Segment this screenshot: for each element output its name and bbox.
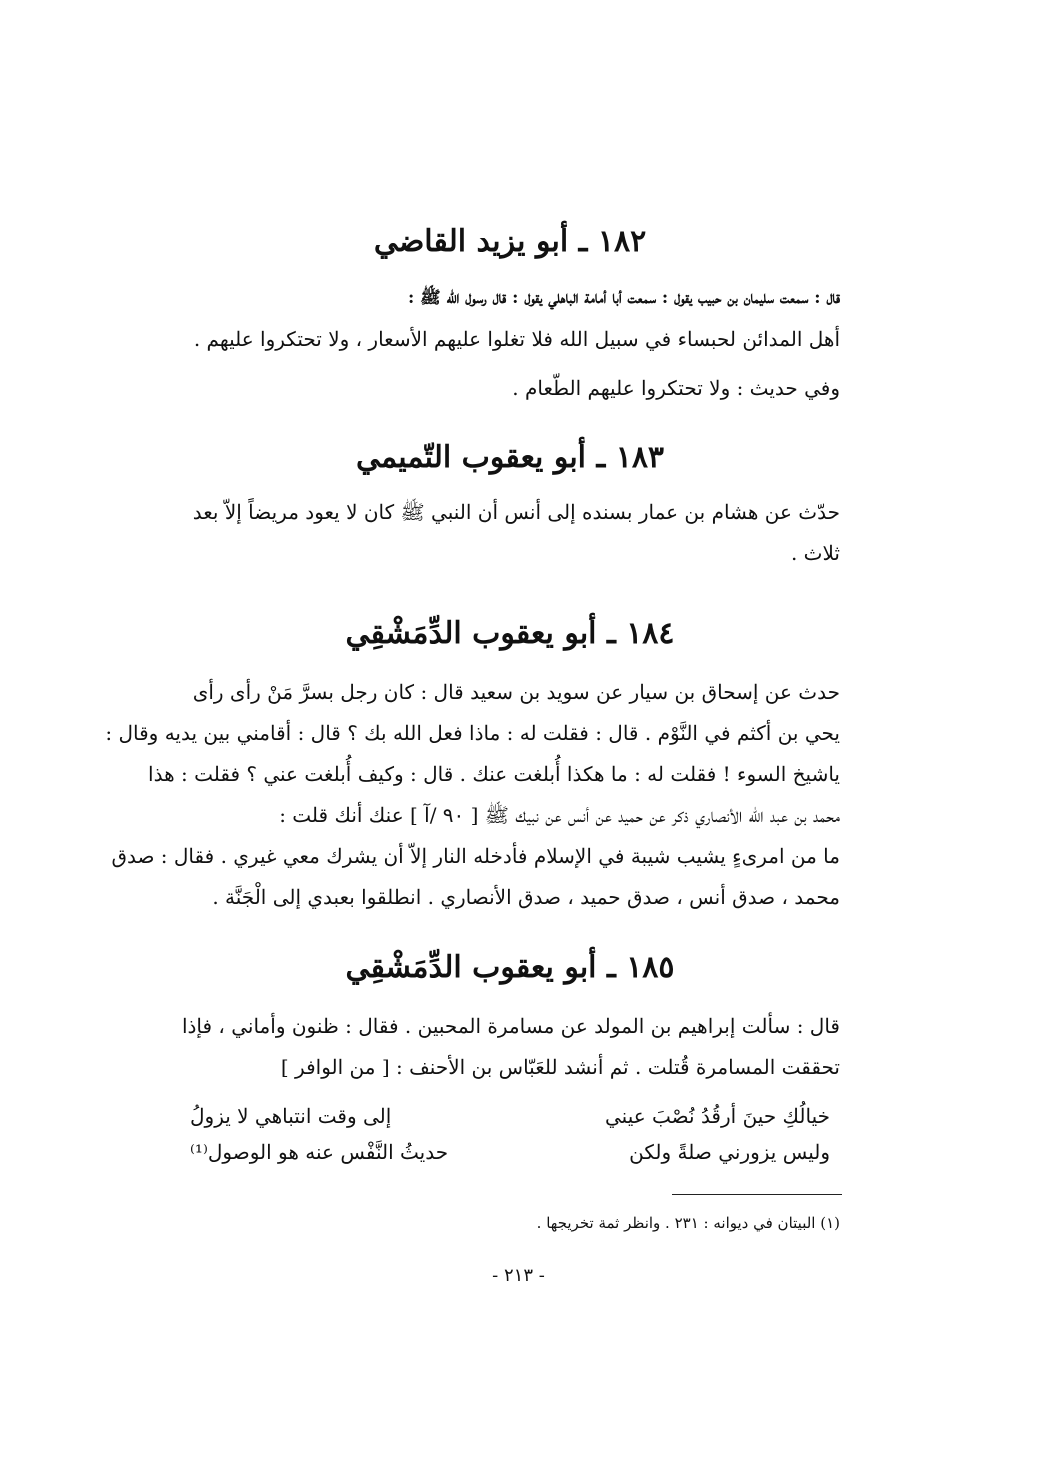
section-heading-183: ١٨٣ ـ أبو يعقوب التّميمي bbox=[355, 440, 665, 475]
text-line: حدث عن إسحاق بن سيار عن سويد بن سعيد قال : كان رجل بسرَّ مَنْ رأى رأى bbox=[192, 680, 840, 704]
text-line: أهل المدائن لحبساء في سبيل الله فلا تغلوا عليهم الأسعار ، ولا تحتكروا عليهم . bbox=[193, 327, 840, 351]
text-line: قال : سمعت سليمان بن حبيب يقول : سمعت أبا أمامة الباهلي يقول : قال رسول الله ﷺ : bbox=[407, 288, 840, 308]
text-line: يحي بن أكثم في النَّوْم . قال : فقلت له : ماذا فعل الله بك ؟ قال : أقامني بين يديه وقال : bbox=[105, 721, 840, 745]
verse-second-hemistich: حديثُ النَّفْس عنه هو الوصول⁽¹⁾ bbox=[190, 1140, 449, 1164]
text-line: ما من امرىءٍ يشيب شيبة في الإسلام فأدخله النار إلاّ أن يشرك معي غيري . فقال : صدق bbox=[111, 844, 840, 868]
section-heading-184: ١٨٤ ـ أبو يعقوب الدِّمَشْقِي bbox=[345, 616, 675, 651]
text-line: ياشيخ السوء ! فقلت له : ما هكذا أُبلغت عنك . قال : وكيف أُبلغت عني ؟ فقلت : هذا bbox=[148, 762, 840, 786]
section-body-185 bbox=[180, 1006, 840, 1088]
section-heading-182: ١٨٢ ـ أبو يزيد القاضي bbox=[373, 224, 647, 259]
verse-first-hemistich: وليس يزورني صلةً ولكن bbox=[629, 1140, 830, 1164]
section-body-184 bbox=[105, 672, 840, 918]
section-body-183 bbox=[180, 492, 840, 574]
verse-second-hemistich: إلى وقت انتباهي لا يزولُ bbox=[190, 1104, 392, 1128]
text-line: محمد ، صدق أنس ، صدق حميد ، صدق الأنصاري . انطلقوا بعبدي إلى الْجَنَّة . bbox=[212, 885, 840, 909]
text-line: حدّث عن هشام بن عمار بسنده إلى أنس أن النبي ﷺ كان لا يعود مريضاً إلاّ بعد bbox=[192, 500, 840, 524]
text-line: قال : سألت إبراهيم بن المولد عن مسامرة المحبين . فقال : ظنون وأماني ، فإذا bbox=[181, 1014, 840, 1038]
text-line: تحققت المسامرة قُتلت . ثم أنشد للعَبّاس بن الأحنف : [ من الوافر ] bbox=[280, 1055, 840, 1079]
text-line: وفي حديث : ولا تحتكروا عليهم الطّعام . bbox=[512, 376, 840, 400]
section-heading-185: ١٨٥ ـ أبو يعقوب الدِّمَشْقِي bbox=[345, 950, 675, 985]
footnote-separator bbox=[672, 1194, 842, 1195]
verse-first-hemistich: خيالُكِ حينَ أرقُدُ نُصْبَ عيني bbox=[605, 1104, 830, 1128]
text-line: محمد بن عبد الله الأنصاري ذكر عن حميد عن أنس عن نبيك ﷺ [ ٩٠ /آ ] عنك أنك قلت : bbox=[279, 803, 840, 827]
poem bbox=[190, 1098, 830, 1170]
text-line: ثلاث . bbox=[790, 541, 840, 565]
page-number: - ٢١٣ - bbox=[492, 1265, 545, 1286]
verse-line bbox=[190, 1098, 830, 1134]
footnote: (١) البيتان في ديوانه : ٢٣١ . وانظر ثمة تخريجها . bbox=[536, 1214, 840, 1232]
verse-line bbox=[190, 1134, 830, 1170]
section-body-182 bbox=[180, 278, 840, 409]
